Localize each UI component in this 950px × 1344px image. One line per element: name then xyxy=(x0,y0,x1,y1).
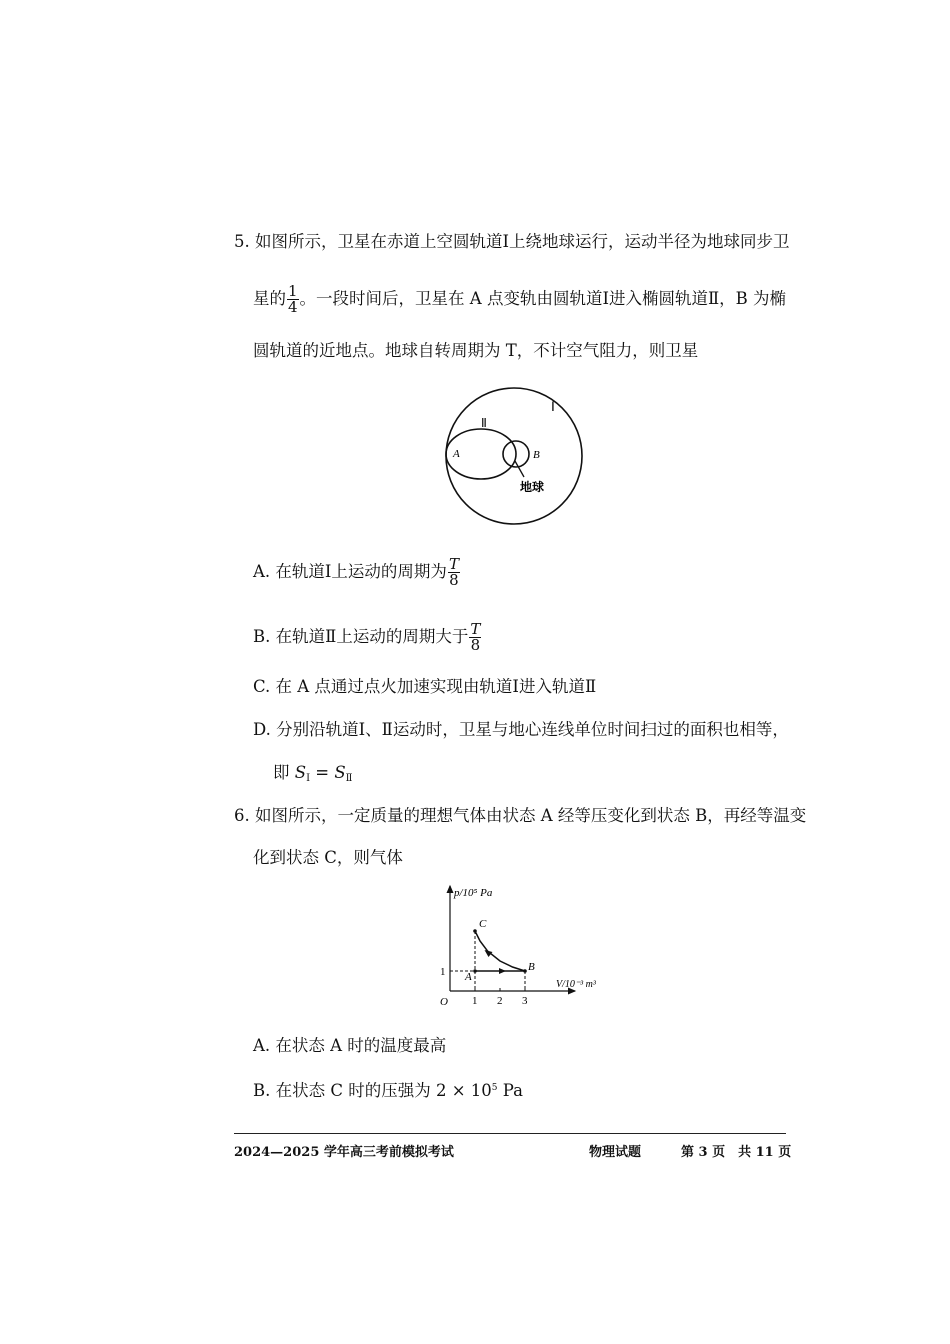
arrow-ab xyxy=(499,968,506,974)
q5-option-d-prefix: 即 xyxy=(273,763,295,782)
q5-option-d-line1 xyxy=(253,719,789,741)
origin-label: O xyxy=(440,996,448,1008)
label-point-a: A xyxy=(453,448,460,460)
q5-line3 xyxy=(253,340,698,362)
orbit-1-circle xyxy=(446,388,582,524)
q5-option-a xyxy=(253,557,461,588)
q5-option-b-den: 8 xyxy=(470,636,481,654)
q6-option-a xyxy=(253,1035,446,1057)
q6-option-b-text: B. 在状态 C 时的压强为 2 × 10 xyxy=(253,1081,492,1100)
q5-frac-den: 4 xyxy=(288,298,298,316)
state-point-c xyxy=(473,929,477,933)
q5-text-1: 如图所示，卫星在赤道上空圆轨道Ⅰ上绕地球运行，运动半径为地球同步卫 xyxy=(255,232,790,251)
q5-option-c xyxy=(253,676,596,698)
label-point-b: B xyxy=(533,449,540,461)
q5-option-a-num: T xyxy=(448,555,459,573)
q5-option-d-sub1: Ⅰ xyxy=(306,773,311,784)
q5-frac-num: 1 xyxy=(288,282,298,300)
q5-option-b-frac xyxy=(469,622,481,653)
q5-text-3: 圆轨道的近地点。地球自转周期为 T，不计空气阻力，则卫星 xyxy=(253,341,699,360)
q5-option-d-equals: = xyxy=(310,763,335,782)
q6-option-b-exponent: 5 xyxy=(491,1083,498,1093)
footer-page-number: 第 3 页 共 11 页 xyxy=(681,1145,792,1160)
isothermal-curve-bc xyxy=(475,931,525,971)
q5-text-2-post: 。一段时间后，卫星在 A 点变轨由圆轨道Ⅰ进入椭圆轨道Ⅱ，B 为椭 xyxy=(299,289,787,308)
earth-pointer-line xyxy=(515,461,524,477)
state-label-a: A xyxy=(465,971,472,983)
x-axis-label: V/10⁻³ m³ xyxy=(556,979,596,990)
q5-option-a-text: A. 在轨道Ⅰ上运动的周期为 xyxy=(253,562,447,581)
q5-option-d-s1: S xyxy=(294,763,307,782)
y-axis-label: p/10⁵ Pa xyxy=(454,887,493,899)
q6-text-1: 如图所示，一定质量的理想气体由状态 A 经等压变化到状态 B，再经等温变 xyxy=(255,806,807,825)
y-tick-label-1: 1 xyxy=(440,966,446,978)
q5-option-d-line2 xyxy=(273,762,352,790)
state-label-b: B xyxy=(528,961,535,973)
q5-option-a-frac xyxy=(448,557,460,588)
q6-option-a-text: A. 在状态 A 时的温度最高 xyxy=(253,1036,447,1055)
q5-text-2-pre: 星的 xyxy=(253,289,286,308)
state-point-a xyxy=(473,969,477,973)
q6-option-b-unit: Pa xyxy=(497,1081,523,1100)
x-tick-label-1: 1 xyxy=(472,995,478,1007)
x-tick-label-2: 2 xyxy=(497,995,503,1007)
pv-chart xyxy=(420,880,610,1012)
q5-line1 xyxy=(234,231,790,253)
footer-rule xyxy=(234,1133,786,1134)
label-orbit-1: Ⅰ xyxy=(551,399,555,414)
q5-option-b-num: T xyxy=(470,620,481,638)
q6-line1 xyxy=(234,805,806,827)
q5-option-c-text: C. 在 A 点通过点火加速实现由轨道Ⅰ进入轨道Ⅱ xyxy=(253,677,597,696)
q6-number: 6. xyxy=(234,806,250,825)
q6-option-b xyxy=(253,1077,523,1102)
q5-option-d-sub2: Ⅱ xyxy=(345,773,353,784)
state-point-b xyxy=(523,969,527,973)
q5-number: 5. xyxy=(234,232,250,251)
q5-option-d-s2: S xyxy=(334,763,346,782)
label-earth: 地球 xyxy=(520,480,545,494)
state-label-c: C xyxy=(479,918,487,930)
q5-line2 xyxy=(253,284,786,315)
q5-option-a-den: 8 xyxy=(449,571,459,589)
q6-line2 xyxy=(253,847,403,869)
arrow-bc xyxy=(485,950,493,957)
x-tick-label-3: 3 xyxy=(522,995,528,1007)
q5-option-b-text: B. 在轨道Ⅱ上运动的周期大于 xyxy=(253,627,469,646)
orbit-diagram xyxy=(434,384,594,529)
q5-option-d-text: D. 分别沿轨道Ⅰ、Ⅱ运动时，卫星与地心连线单位时间扫过的面积也相等， xyxy=(253,720,789,739)
footer-exam-title: 2024—2025 学年高三考前模拟考试 xyxy=(234,1145,454,1160)
q6-text-2: 化到状态 C，则气体 xyxy=(253,848,403,867)
q5-option-b xyxy=(253,622,482,653)
footer-subject: 物理试题 xyxy=(589,1145,642,1160)
q5-fraction xyxy=(287,284,299,315)
label-orbit-2: Ⅱ xyxy=(481,416,487,430)
